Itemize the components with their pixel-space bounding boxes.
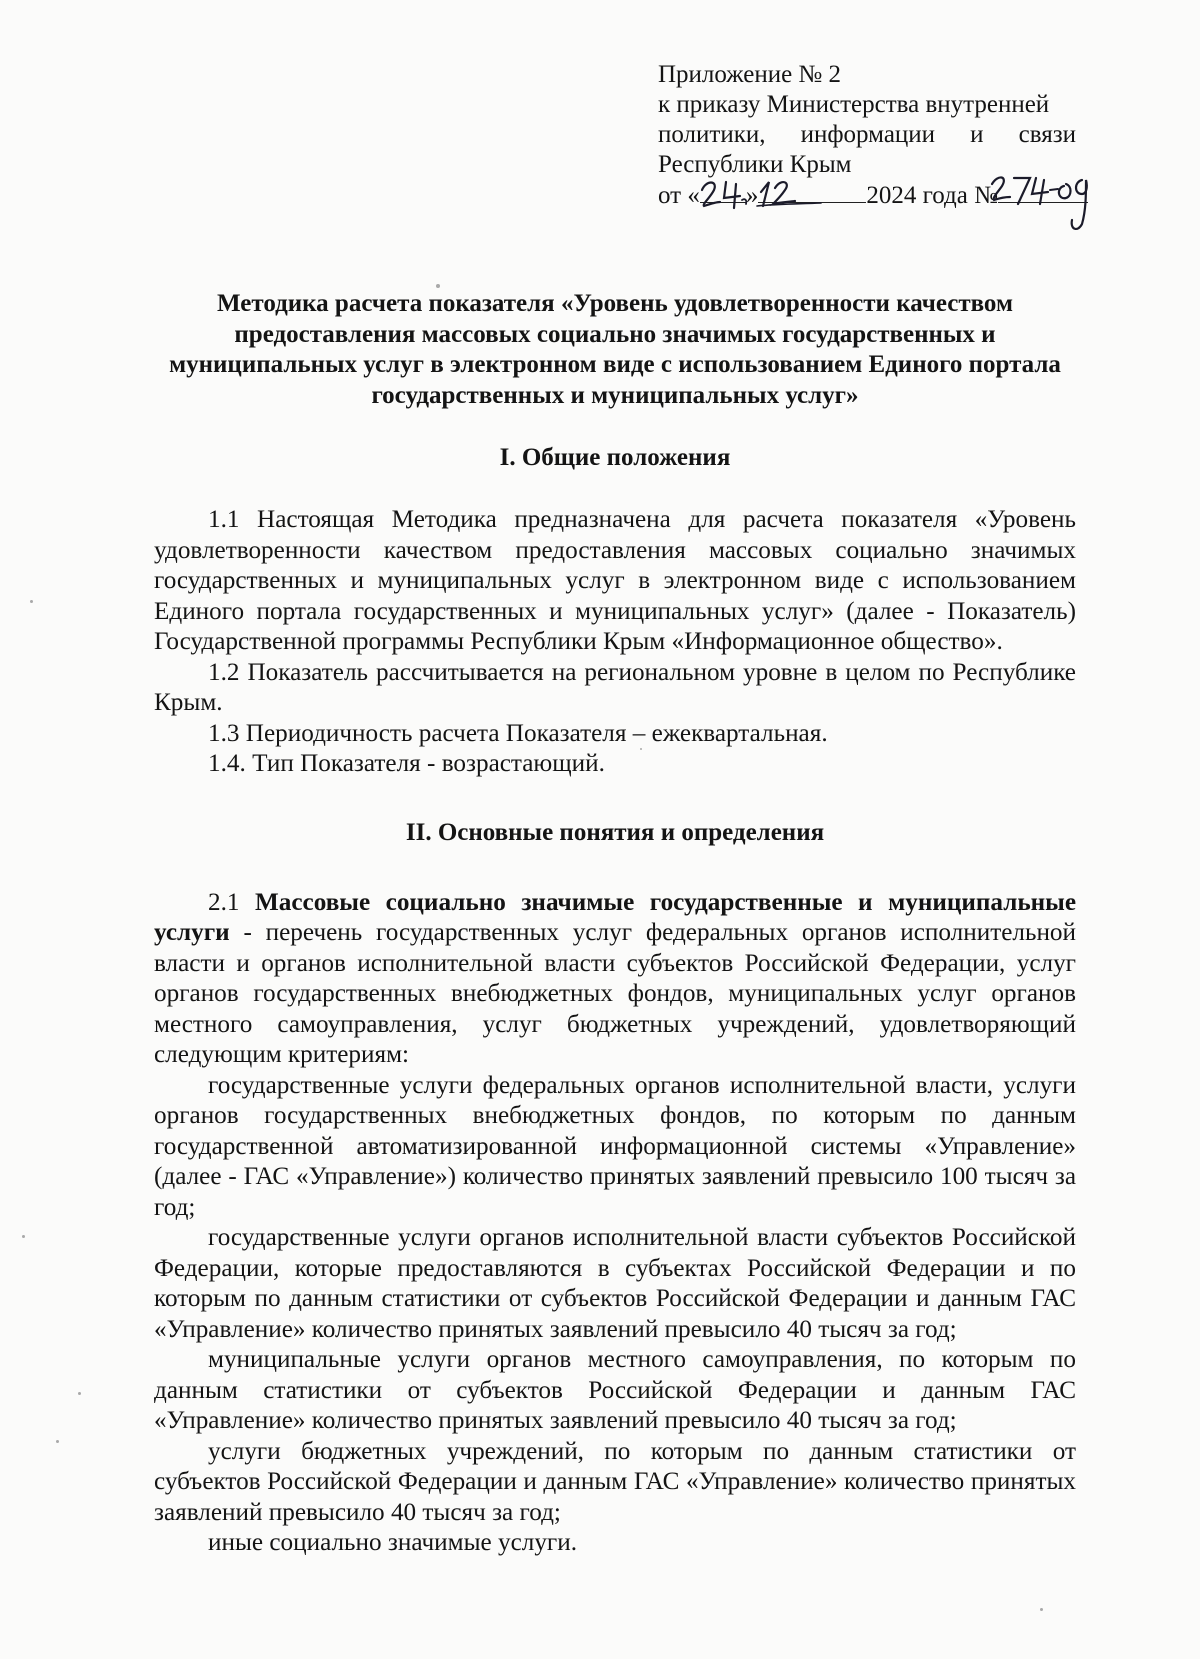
criterion-budget-institutions: услуги бюджетных учреждений, по которым по данным статистики от субъектов Российской Федерации и данным ГАС «Управление» количество принятых заявлений превысило 40 тысяч за год; [154,1437,1076,1526]
year-text: 2024 года № [866,182,998,209]
date-mid: » [745,182,759,209]
criterion-federal: государственные услуги федеральных органов исполнительной власти, услуги органов государственных внебюджетных фондов, по которым по данным государственной автоматизированной информационной системы «Управление» (далее - ГАС «Управление») количество принятых заявлений превысило 100 тысяч за год; [154,1071,1076,1221]
blank-day [700,180,746,203]
paragraph-2-1-number: 2.1 [208,888,240,916]
blank-number [998,180,1088,203]
blank-month [758,180,866,203]
date-prefix: от « [658,182,700,209]
criterion-regional: государственные услуги органов исполнительной власти субъектов Российской Федерации, которые предоставляются в субъектах Российской Федерации и по которым по данным статистики от субъектов Российской Федерации и данным ГАС «Управление» количество принятых заявлений превысило 40 тысяч за год; [154,1224,1076,1343]
paragraph-2-1 [154,888,1076,1071]
appendix-date-line [658,180,1076,211]
section-2-heading: II. Основные понятия и определения [405,818,825,846]
document-title: Методика расчета показателя «Уровень удовлетворенности качеством предоставления массовых социально значимых государственных и муниципальных услуг в электронном виде с использованием Единого портала государственных и муниципальных услуг» [169,290,1061,409]
scan-speck [22,1235,25,1238]
paragraph-1-1: 1.1 Настоящая Методика предназначена для расчета показателя «Уровень удовлетворенности качеством предоставления массовых социально значимых государственных и муниципальных услуг в электронном виде с использованием Единого портала государственных и муниципальных услуг» (далее - Показатель) Государственной программы Республики Крым «Информационное общество». [154,506,1076,655]
appendix-ministry: политики, информации и связи [658,121,1076,148]
appendix-header [658,60,1076,211]
appendix-region: Республики Крым [658,151,852,178]
criterion-other: иные социально значимые услуги. [208,1529,578,1556]
paragraph-1-3: 1.3 Периодичность расчета Показателя – ежеквартальная. [208,719,828,747]
paragraph-2-1-term: Массовые социально значимые государственные и муниципальные услуги [154,888,1077,946]
paragraph-1-4: 1.4. Тип Показателя - возрастающий. [208,750,605,777]
paragraph-2-1-text: - перечень государственных услуг федеральных органов исполнительной власти и органов исполнительной власти субъектов Российской Федерации, услуг органов государственных внебюджетных фондов, муниципальных услуг органов местного самоуправления, услуг бюджетных учреждений, удовлетворяющий следующим критериям: [154,919,1076,1068]
scan-speck [78,1392,81,1395]
scan-speck [30,600,33,603]
criterion-municipal: муниципальные услуги органов местного самоуправления, по которым по данным статистики от субъектов Российской Федерации и данным ГАС «Управление» количество принятых заявлений превысило 40 тысяч за год; [154,1346,1076,1434]
scan-speck [56,1440,59,1443]
scan-speck [436,284,440,288]
document-body [154,289,1076,1559]
section-1-heading: I. Общие положения [499,444,731,471]
scan-speck [1040,1608,1043,1611]
scan-speck [640,748,642,750]
paragraph-1-2: 1.2 Показатель рассчитывается на региональном уровне в целом по Республике Крым. [154,658,1076,716]
appendix-order-ref: к приказу Министерства внутренней [658,91,1050,118]
appendix-number: Приложение № 2 [658,61,842,88]
